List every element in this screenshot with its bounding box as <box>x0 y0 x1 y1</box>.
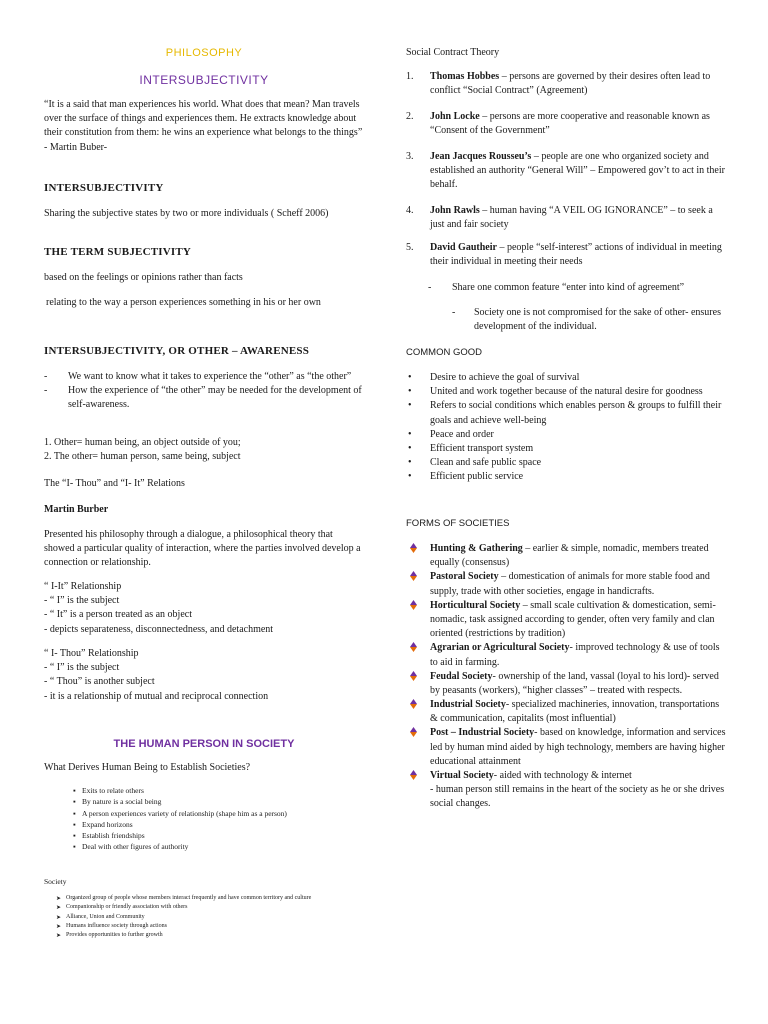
list-item: ➤ Provides opportunities to further growth <box>56 932 163 940</box>
buber-text: Presented his philosophy through a dialogue, a philosophical theory that showed a particular quality of interaction, where the parties involved develop a connection or relationship. <box>44 529 361 569</box>
line: “ I-It” Relationship <box>44 581 122 592</box>
forms-title: FORMS OF SOCIETIES <box>406 518 510 529</box>
heading-intersubjectivity: INTERSUBJECTIVITY <box>44 182 164 194</box>
line: “ I- Thou” Relationship <box>44 648 139 659</box>
quote-author: - Martin Buber- <box>44 141 108 153</box>
society-bullet-icon <box>408 699 419 709</box>
contract-item-1: 1. Thomas Hobbes – persons are governed by their desires often lead to conflict “Social Contract” (Agreement) <box>406 71 711 97</box>
relations-title: The “I- Thou” and “I- It” Relations <box>44 478 185 489</box>
list-item: • United and work together because of the natural desire for goodness <box>408 386 703 398</box>
society-bullet-icon <box>408 543 419 553</box>
list-item: ➤ Alliance, Union and Community <box>56 913 145 921</box>
social-contract-title: Social Contract Theory <box>406 47 500 58</box>
line: - it is a relationship of mutual and reciprocal connection <box>44 690 269 702</box>
dash-item: - How the experience of “the other” may be needed for the development of self-awareness. <box>44 385 362 411</box>
contract-item-4: 4. John Rawls – human having “A VEIL OG IGNORANCE” – to seek a just and fair society <box>406 205 713 231</box>
society-item: Feudal Society- ownership of the land, vassal (loyal to his lord)- served by peasants (workers), “higher classes” – treated with respects. <box>406 670 726 698</box>
contract-item-2: 2. John Locke – persons are more cooperative and reasonable known as “Consent of the Government” <box>406 111 710 137</box>
derives-question: What Derives Human Being to Establish Societies? <box>44 762 251 773</box>
list-item: • Desire to achieve the goal of survival <box>408 372 580 383</box>
society-bullet-icon <box>408 600 419 610</box>
list-item: ▪ Expand horizons <box>73 819 133 829</box>
other-dash-list <box>44 370 364 413</box>
society-bullet-icon <box>408 642 419 652</box>
society-item: Virtual Society- aided with technology & internet <box>406 769 726 783</box>
list-item: ➤ Organized group of people whose members interact frequently and have common territory and culture <box>56 895 312 902</box>
sub-dash-1: - Share one common feature “enter into kind of agreement” <box>428 282 685 293</box>
derives-list <box>44 785 364 853</box>
society-bullet-icon <box>408 770 419 780</box>
term-line-1: based on the feelings or opinions rather than facts <box>44 272 243 283</box>
list-item: • Clean and safe public space <box>408 457 542 469</box>
heading-human-person: THE HUMAN PERSON IN SOCIETY <box>113 738 295 750</box>
list-item: • Peace and order <box>408 428 494 440</box>
list-item: ▪ Exits to relate others <box>73 786 144 795</box>
other-def-1: 1. Other= human being, an object outside of you; <box>44 437 241 448</box>
document-title: PHILOSOPHY <box>165 47 243 59</box>
line: - “ Thou” is another subject <box>44 676 155 688</box>
list-item: ▪ By nature is a social being <box>73 797 162 807</box>
other-definitions <box>44 436 364 464</box>
society-item: Industrial Society- specialized machineries, innovation, transportations & communication, capitalits (most influential) <box>406 698 726 726</box>
society-item: Hunting & Gathering – earlier & simple, nomadic, members treated equally (consensus) <box>406 542 726 570</box>
societies-list <box>406 542 726 812</box>
subtitle: INTERSUBJECTIVITY <box>139 73 269 87</box>
society-list <box>44 894 364 940</box>
society-item: Horticultural Society – small scale cultivation & domestication, semi-nomadic, task assigned according to gender, often very family and clan oriented (restrictions by tradition) <box>406 599 726 642</box>
list-item: ➤ Humans influence society through actions <box>56 922 167 930</box>
society-bullet-icon <box>408 571 419 581</box>
society-item: Agrarian or Agricultural Society- improved technology & use of tools to aid in farming. <box>406 641 726 669</box>
list-item: ▪ Establish friendships <box>73 831 145 840</box>
list-item: • Efficient public service <box>408 471 524 483</box>
list-item: ➤ Companionship or friendly association with others <box>56 904 188 912</box>
society-item-extra: - human person still remains in the heart of the society as he or she drives social changes. <box>430 784 725 810</box>
society-bullet-icon <box>408 727 419 737</box>
i-thou-relationship <box>44 647 364 704</box>
heading-other-awareness: INTERSUBJECTIVITY, OR OTHER – AWARENESS <box>44 345 310 357</box>
list-item: • Efficient transport system <box>408 442 534 454</box>
common-good-title: COMMON GOOD <box>406 347 482 358</box>
society-item: Post – Industrial Society- based on knowledge, information and services led by human mind aided by high technology, members are having higher educational attainment <box>406 726 726 769</box>
society-item: Pastoral Society – domestication of animals for more stable food and supply, trade with other societies, engage in handicrafts. <box>406 570 726 598</box>
contract-item-3: 3. Jean Jacques Rousseu’s – people are one who organized society and established an authority “General Will” – Empowered gov’t to act in their behalf. <box>406 151 725 191</box>
contract-item-5: 5. David Gautheir – people “self-interest” actions of individual in meeting their individual in meeting their needs <box>406 242 722 268</box>
quote-text: “It is a said that man experiences his world. What does that mean? Man travels over the surface of things and experiences them. He extracts knowledge about their constitution from them: he wins an experience what belongs to the things” <box>44 99 363 139</box>
line: - “ I” is the subject <box>44 662 120 674</box>
buber-quote <box>44 98 364 155</box>
line: - “ It” is a person treated as an object <box>44 609 192 621</box>
list-item: ▪ A person experiences variety of relationship (shape him as a person) <box>73 808 287 818</box>
heading-term-subjectivity: THE TERM SUBJECTIVITY <box>44 246 192 258</box>
society-bullet-icon <box>408 671 419 681</box>
list-item: • Refers to social conditions which enables person & groups to fulfill their goals and achieve well-being <box>408 400 722 426</box>
list-item: ▪ Deal with other figures of authority <box>73 842 189 852</box>
other-def-2: 2. The other= human person, same being, subject <box>44 451 241 463</box>
common-good-list <box>406 371 726 485</box>
buber-name: Martin Burber <box>44 504 109 515</box>
dash-item: - We want to know what it takes to experience the “other” as “the other” <box>44 371 352 382</box>
line: - depicts separateness, disconnectedness, and detachment <box>44 623 274 635</box>
line: - “ I” is the subject <box>44 595 120 607</box>
i-it-relationship <box>44 580 364 637</box>
society-label: Society <box>44 877 67 886</box>
intersubjectivity-definition: Sharing the subjective states by two or more individuals ( Scheff 2006) <box>44 208 329 219</box>
term-line-2: relating to the way a person experiences something in his or her own <box>46 297 321 308</box>
sub-dash-2: - Society one is not compromised for the sake of other- ensures development of the individual. <box>452 307 721 333</box>
